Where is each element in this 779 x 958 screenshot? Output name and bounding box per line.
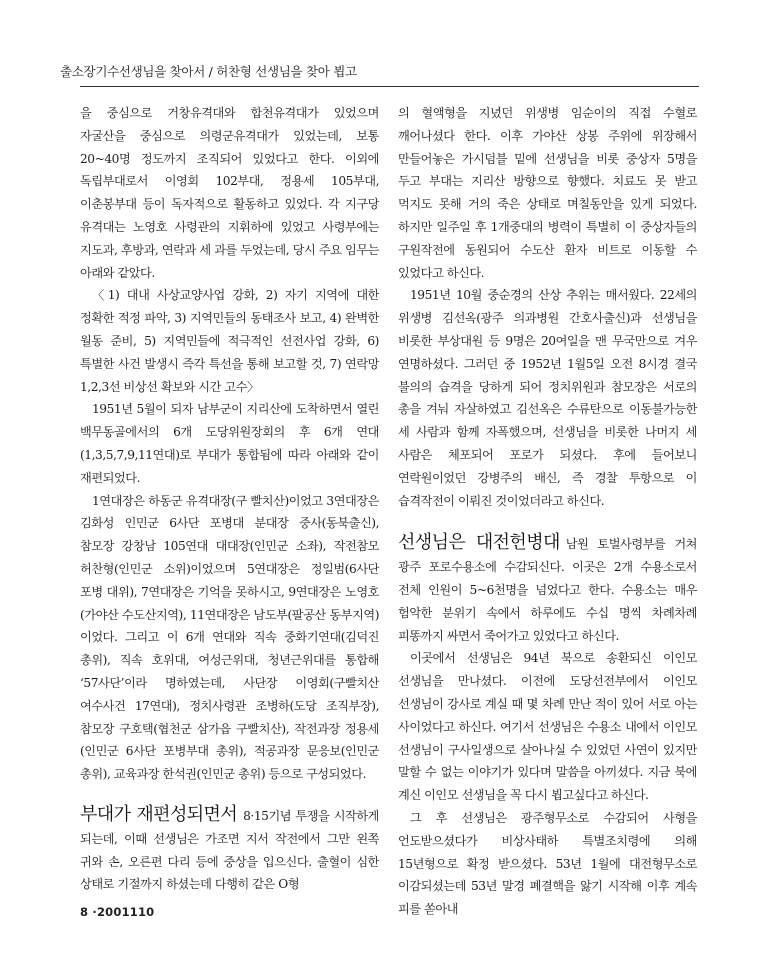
page-number: 8 ·2001110: [80, 905, 155, 919]
paragraph: 1연대장은 하동군 유격대장(구 빨치산)이었고 3연대장은 김화성 인민군 6사단 포병대 분대장 중사(동북출신), 참모장 강창남 105연대 대대장(인민군 소좌), 작전참모 허찬형(인민군 소위)이었으며 5연대장은 정일범(6사단 포병 대위), 7연대장은 기억을 못하시고, 9연대장은 노영호(가야산 수도산지역), 11연대장은 남도부(팔공산 동부지역)이었다. 그리고 이 6개 연대와 직속 중화기연대(김덕진 총위), 직속 호위대, 여성근위대, 청년근위대를 통합해 ‘57사단’이라 명하였는데, 사단장 이영회(구빨치산 여수사건 17연대), 정치사령관 조병하(도당 조직부장), 참모장 구호택(협천군 삼가읍 구빨치산), 작전과장 정용세(인민군 6사단 포병부대 총위), 적공과장 문응보(인민군 총위), 교육과장 한석권(인민군 총위) 등으로 구성되었다.: [80, 493, 379, 782]
paragraph: 의 혈액형을 지녔던 위생병 임순이의 직접 수혈로 깨어나셨다 한다. 이후 가야산 상봉 주위에 위장해서 만들어놓은 가시덤블 밑에 선생님을 비롯 중상자 5명을 두고 부대는 지리산 방향으로 향했다. 치료도 못 받고 먹지도 못해 거의 죽은 상태로 며칠동안을 있게 되었다. 하지만 일주일 후 1개중대의 병력이 특별히 이 중상자들의 구원작전에 동원되어 수도산 환자 비트로 이동할 수 있었다고 하신다.: [398, 106, 697, 280]
right-column: [398, 102, 697, 921]
section-heading: 부대가 재편성되면서: [80, 803, 238, 825]
running-header: 출소장기수선생님을 찾아서 / 허찬형 선생님을 찾아 뵙고: [60, 64, 357, 79]
section-paragraph: [398, 532, 697, 647]
paragraph: 그 후 선생님은 광주형무소로 수감되어 사형을 언도받으셨다가 비상사태하 특별조치령에 의해 15년형으로 확정 받으셨다. 53년 1월에 대전형무소로 이감되셨는데 53년 말경 폐결핵을 앓기 시작해 이후 계속 피를 쏟아내: [398, 810, 697, 917]
header-rule: [80, 86, 699, 87]
paragraph: 1951년 5월이 되자 남부군이 지리산에 도착하면서 열린 백무동골에서의 6개 도당위원장회의 후 6개 연대(1,3,5,7,9,11연대)로 부대가 통합됨에 따라 아래와 같이 재편되었다.: [80, 402, 379, 485]
paragraph: 이곳에서 선생님은 94년 북으로 송환되신 이인모 선생님을 만나셨다. 이전에 도당선전부에서 이인모 선생님이 강사로 계실 때 몇 차례 만난 적이 있어 서로 아는 사이었다고 하신다. 여기서 선생님은 수용소 내에서 이인모 선생님이 구사일생으로 살아나실 수 있었던 사연이 있지만 말할 수 없는 이야기가 있다며 말씀을 아끼셨다. 지금 북에 계신 이인모 선생님을 꼭 다시 뵙고싶다고 하신다.: [398, 651, 697, 803]
section-paragraph: [80, 804, 379, 896]
section-body: 8·15기념 투쟁을 시작하게 되는데, 이때 선생님은 가조면 지서 작전에서 그만 왼쪽 귀와 손, 오른편 다리 등에 중상을 입으신다. 출혈이 심한 상태로 기절까지 하셨는데 다행히 같은 O형: [80, 808, 379, 892]
section-heading: 선생님은 대전헌병대: [398, 532, 560, 554]
paragraph: 1951년 10월 중순경의 산상 추위는 매서웠다. 22세의 위생병 김선옥(광주 의과병원 간호사출신)과 선생님을 비롯한 부상대원 등 9명은 20여일을 맨 무국만으로 겨우 연명하셨다. 그러던 중 1952년 1월5일 오전 8시경 결국 불의의 습격을 당하게 되어 정치위원과 참모장은 서로의 총을 겨눠 자살하였고 김선옥은 수류탄으로 이동불가능한 세 사람과 함께 자폭했으며, 선생님을 비롯한 나머지 세 사람은 체포되어 포로가 되셨다. 후에 들어보니 연락원이었던 강병주의 배신, 즉 경찰 투항으로 이 습격작전이 이뤄진 것이었더라고 하신다.: [398, 288, 697, 508]
section-body: 남원 토벌사령부를 거쳐 광주 포로수용소에 수감되신다. 이곳은 2개 수용소로서 전체 인원이 5~6천명을 넘었다고 한다. 수용소는 매우 험악한 분위기 속에서 하루에도 수십 명씩 차례차례 피똥까지 싸면서 죽어가고 있었다고 하신다.: [398, 537, 697, 643]
left-column: [80, 102, 379, 896]
paragraph: 〈1) 대내 사상교양사업 강화, 2) 자기 지역에 대한 정확한 적정 파악, 3) 지역민들의 동태조사 보고, 4) 완벽한 월동 준비, 5) 지역민들에 적극적인 선전사업 강화, 6) 특별한 사건 발생시 즉각 특선을 통해 보고할 것, 7) 연락망 1,2,3선 비상선 확보와 시간 고수〉: [80, 288, 379, 394]
paragraph: 을 중심으로 거창유격대와 합천유격대가 있었으며 자굴산을 중심으로 의령군유격대가 있었는데, 보통 20~40명 정도까지 조직되어 있었다고 한다. 이외에 독립부대로서 이영회 102부대, 정용세 105부대, 이춘봉부대 등이 독자적으로 활동하고 있었다. 각 지구당 유격대는 노영호 사령관의 지휘하에 있었고 사령부에는 지도과, 후방과, 연락과 세 과를 두었는데, 당시 주요 임무는 아래와 같았다.: [80, 106, 379, 280]
